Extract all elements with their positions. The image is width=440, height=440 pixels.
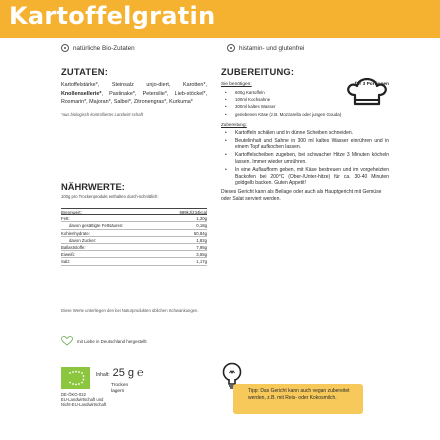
steps-list (221, 130, 389, 187)
needs-label: Sie benötigen: (221, 82, 252, 87)
eu-origin-line: Nicht-EU-Landwirtschaft (61, 402, 107, 408)
nutrition-note: Diese Werte unterliegen den bei Naturprodukten üblichen Schwankungen. (61, 308, 199, 313)
ingredients-footnote: *aus biologisch kontrollierter Landwirt-schaft (61, 112, 143, 118)
nutrition-subheading: 100g pro Trockenprodukt enthalten durch-schnittlich: (61, 194, 159, 199)
nutrition-value: 3,55g (196, 252, 207, 258)
ingredients-heading: ZUTATEN: (61, 66, 109, 77)
nutrition-table (61, 208, 207, 266)
nutrition-row (61, 208, 207, 215)
preparation-step: • In eine Auflaufform geben, mit Käse bestreuen und im vorgeheizten Backofen bei 200°C (Ober-/Unter-hitze) für ca. 30-40 Minuten goldgelb backen. Guten Appetit! (221, 167, 389, 187)
title-banner (0, 0, 440, 38)
eu-code: DE-ÖKO-022 (61, 392, 86, 397)
made-in-germany-text: mit Liebe in Deutschland hergestellt (77, 338, 147, 344)
nutrition-label: Brennwert: (61, 210, 82, 215)
content-weight: 25 g (112, 367, 135, 379)
nutrition-row (61, 222, 207, 229)
ingredients-part: Kartoffelstärke*, Steinsalz unjo-diert, Karotten*, (61, 82, 207, 88)
nutrition-value: 0,18g (196, 223, 207, 229)
needs-list (221, 89, 389, 118)
nutrition-value: 7,95g (196, 244, 207, 250)
storage-line: lagern (111, 389, 125, 395)
preparation-label: Zubereitung: (221, 121, 247, 127)
nutrition-row (61, 244, 207, 251)
circle-bullet-icon (61, 44, 69, 52)
nutrition-label: Salz: (61, 259, 71, 265)
eu-leaf-icon (65, 370, 87, 386)
nutrition-value: 1,17g (196, 259, 207, 265)
nutrition-row (61, 258, 207, 265)
circle-bullet-icon (227, 44, 235, 52)
nutrition-value: 1,20g (196, 216, 207, 222)
eu-origin-line: EU-Landwirtschaft und (61, 397, 104, 403)
nutrition-label: Ballaststoffe: (61, 244, 86, 250)
nutrition-row (61, 230, 207, 237)
estimated-sign: ℮ (137, 367, 144, 379)
needs-row (221, 82, 389, 87)
needs-item: • 300ml kaltes Wasser (221, 103, 389, 110)
preparation-section (221, 66, 389, 202)
preparation-step: • Kartoffelscheiben zugeben, bei schwacher Hitze 3 Minuten köcheln lassen. Immer wieder umrühren. (221, 152, 389, 166)
nutrition-heading: NÄHRWERTE: (61, 181, 125, 192)
made-in-germany (61, 336, 147, 346)
nutrition-label: Eiweiß: (61, 252, 76, 258)
needs-item: • geriebenen Käse (z.B. Mozzarella oder jungen Gouda) (221, 111, 389, 118)
storage-note (111, 383, 128, 395)
content-label: Inhalt: (96, 372, 110, 378)
claim-glutenfree-text: histamin- und glutenfrei (239, 44, 305, 52)
nutrition-value: 50,84g (193, 230, 207, 236)
nutrition-row (61, 237, 207, 244)
ingredients-part: , Pastinake*, Petersilie*, Lieb-stöckel*, Rosmarin*, Majoran*, Salbei*, Zitronengras*, Kurkuma* (61, 90, 207, 106)
storage-line: Trocken (111, 383, 129, 388)
nutrition-label: davon Zucker: (69, 237, 97, 243)
nutrition-value: 989kJ/234kcal (179, 210, 207, 215)
claim-bio (61, 44, 135, 52)
eu-organic-logo (61, 367, 90, 389)
needs-item: • 600g Kartoffeln (221, 89, 389, 96)
heart-icon (61, 336, 73, 346)
preparation-step: • Kartoffeln schälen und in dünne Scheiben schneiden. (221, 130, 389, 137)
ingredients-part-allergen: Knollensellerie* (61, 90, 102, 97)
claim-glutenfree (227, 44, 304, 52)
nutrition-label: Fett: (61, 216, 70, 222)
nutrition-row (61, 251, 207, 258)
preparation-step: • Beutelinhalt und Sahne in 300 ml kaltes Wasser einrühren und in einem Topf aufkochen lassen. (221, 138, 389, 152)
preparation-heading: ZUBEREITUNG: (221, 66, 295, 77)
eu-origin-text (61, 392, 106, 408)
nutrition-label: davon gesättigte Fettsäuren: (69, 223, 124, 229)
needs-item: • 100ml Kochsahne (221, 96, 389, 103)
nutrition-value: 1,82g (196, 237, 207, 243)
nutrition-label: Kohlenhydrate: (61, 230, 90, 236)
portions-label: für 3 Portionen (354, 82, 389, 87)
product-title: Kartoffelgratin (9, 2, 216, 30)
content-amount (96, 367, 144, 379)
nutrition-row (61, 215, 207, 222)
tip-box: Tipp: Das Gericht kann auch vegan zubereitet werden, z.B. mit Reis- oder Kokosmilch. (233, 384, 363, 414)
serving-note: Dieses Gericht kann als Beilage oder auch als Hauptgericht mit Gemüse oder Salat serviert werden. (221, 189, 382, 202)
ingredients-text (61, 81, 207, 107)
ingredients-section (61, 66, 207, 118)
claim-bio-text: natürliche Bio-Zutaten (73, 44, 135, 52)
